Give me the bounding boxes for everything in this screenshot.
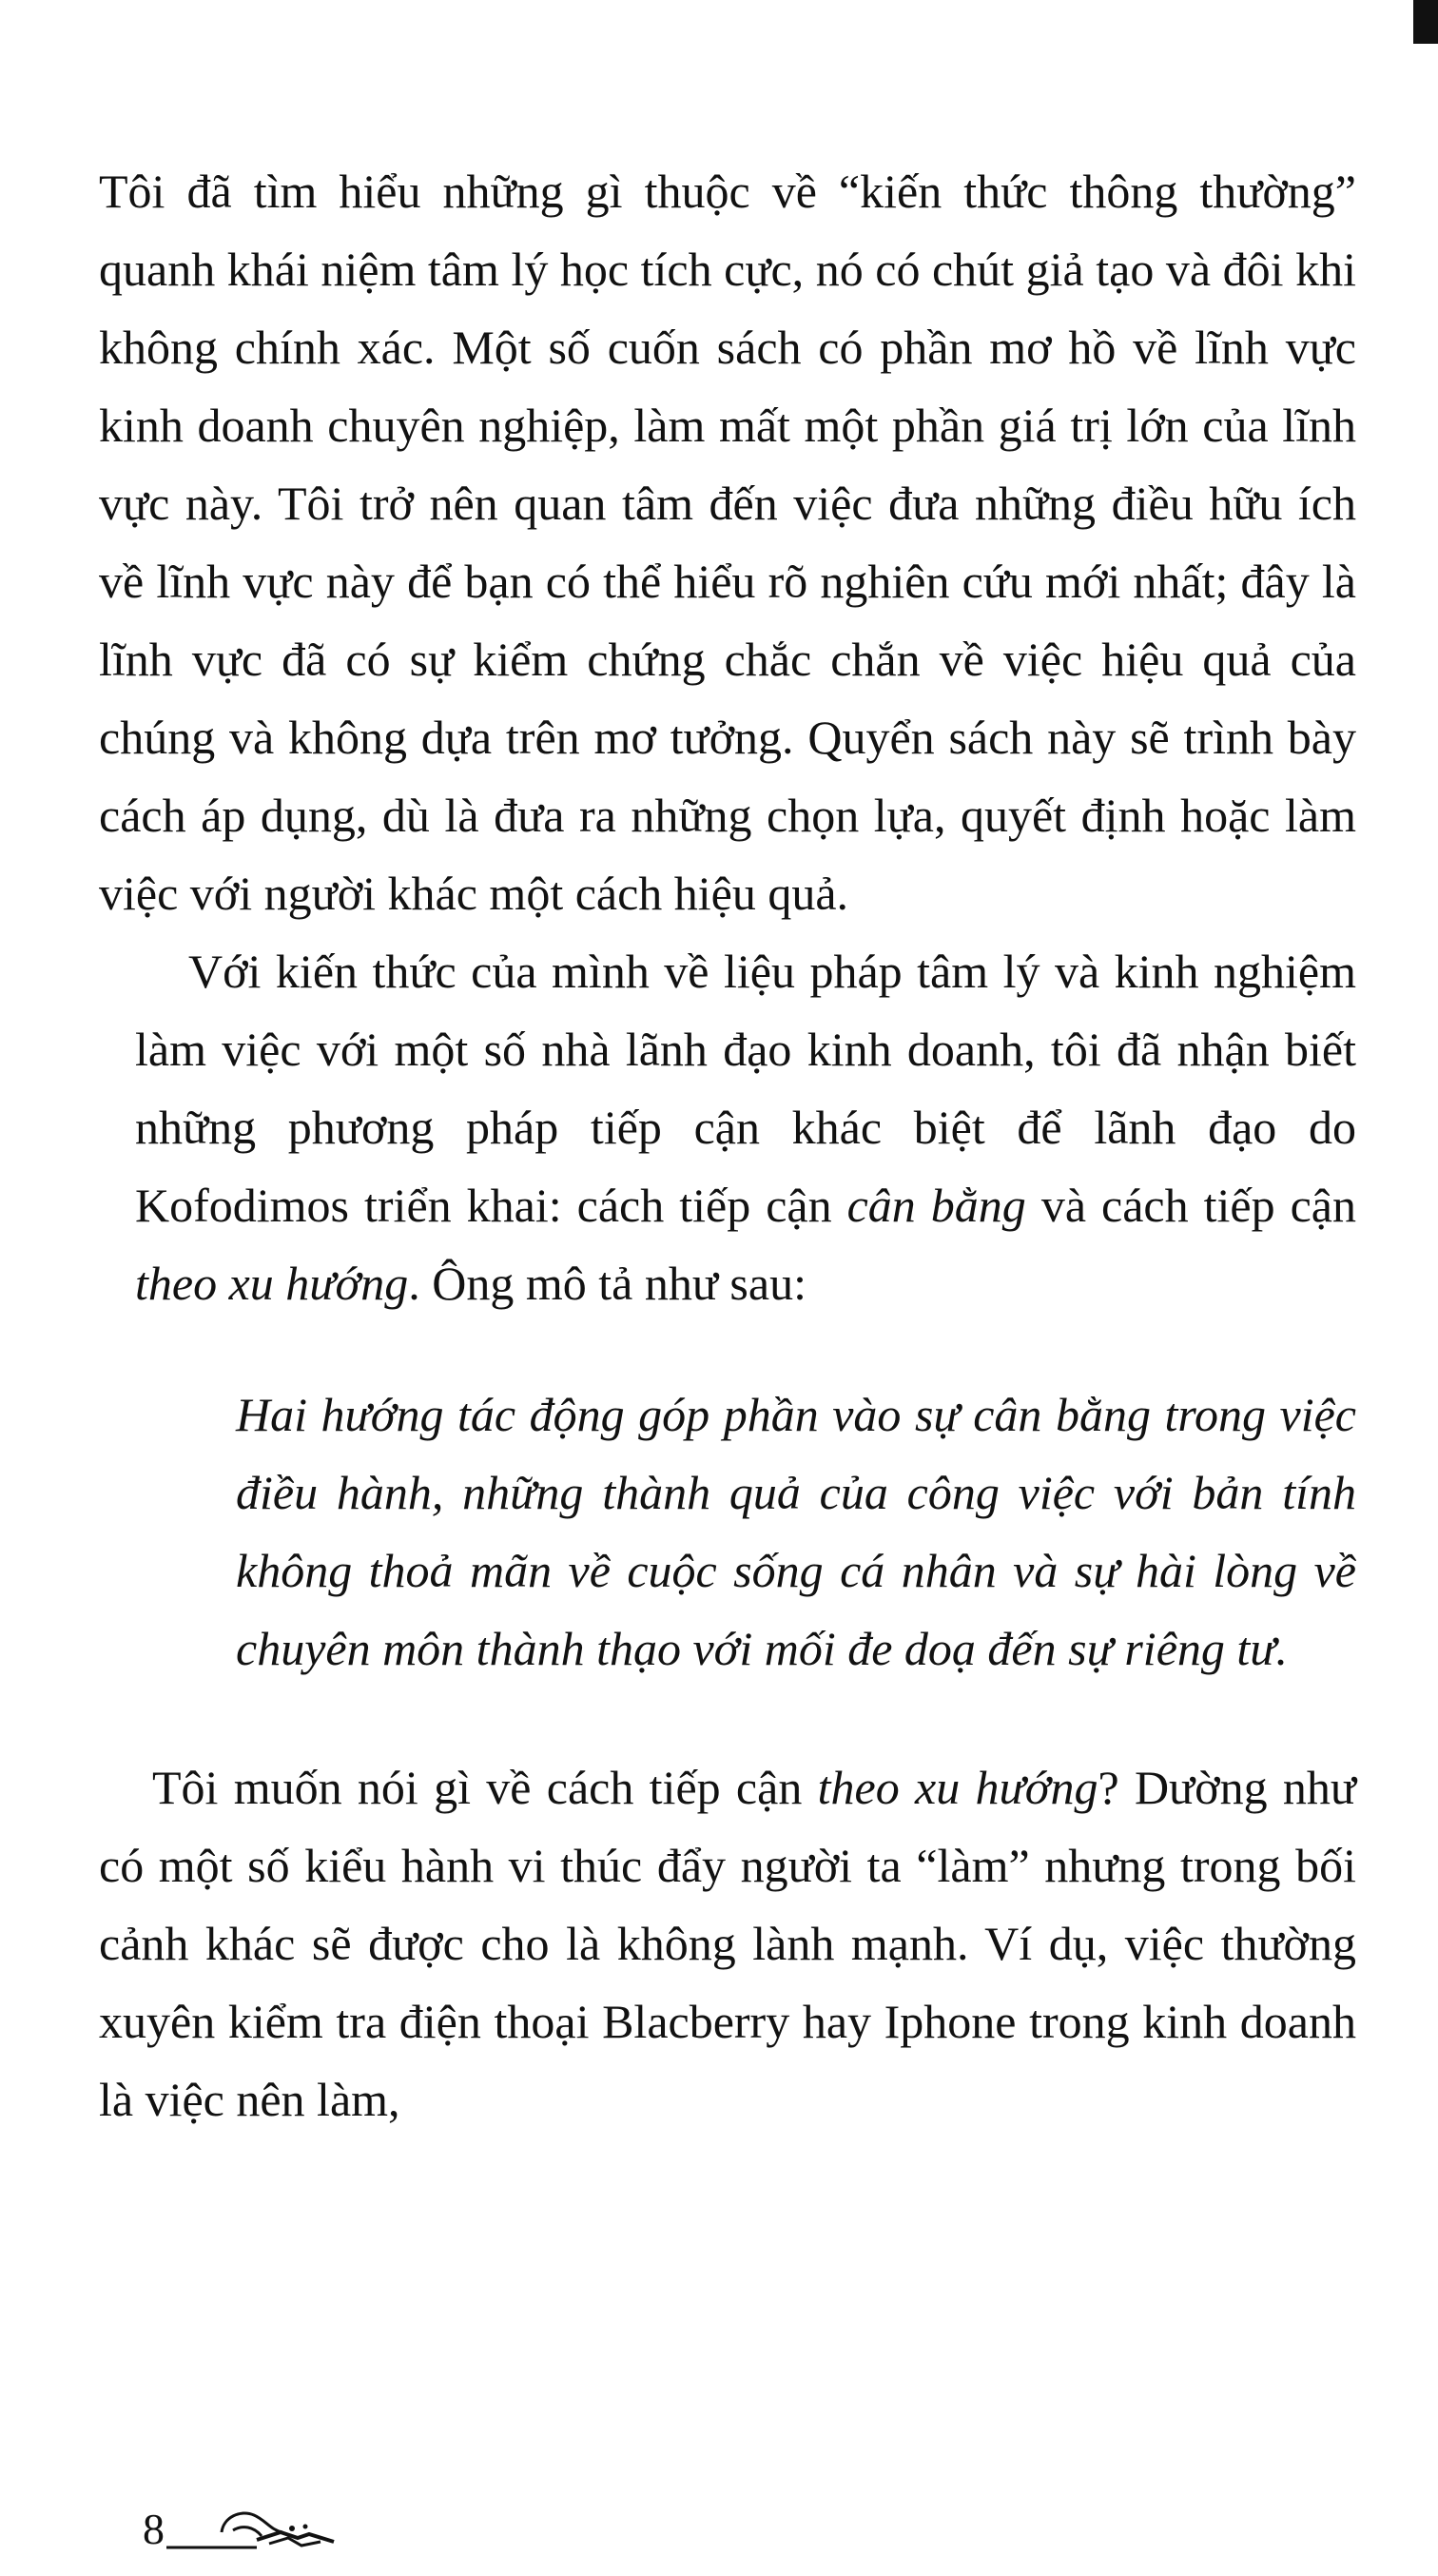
- page-corner-mark: [1413, 0, 1438, 44]
- page-body: [99, 152, 1356, 2138]
- page-number: 8: [143, 2505, 165, 2553]
- footer-ornament-icon: [166, 2504, 347, 2551]
- paragraph-2: [135, 932, 1356, 1322]
- block-quote: Hai hướng tác động góp phần vào sự cân bằng trong việc điều hành, những thành quả của công việc với bản tính không thoả mãn về cuộc sống cá nhân và sự hài lòng về chuyên môn thành thạo với mối đe doạ đến sự riêng tư.: [236, 1388, 1356, 1675]
- paragraph-3-text-b: ? Dường như có một số kiểu hành vi thúc đẩy người ta “làm” nhưng trong bối cảnh khác sẽ được cho là không lành mạnh. Ví dụ, việc thường xuyên kiểm tra điện thoại Blacberry hay Iphone trong kinh doanh là việc nên làm,: [99, 1761, 1356, 2126]
- paragraph-1: Tôi đã tìm hiểu những gì thuộc về “kiến thức thông thường” quanh khái niệm tâm lý học tích cực, nó có chút giả tạo và đôi khi không chính xác. Một số cuốn sách có phần mơ hồ về lĩnh vực kinh doanh chuyên nghiệp, làm mất một phần giá trị lớn của lĩnh vực này. Tôi trở nên quan tâm đến việc đưa những điều hữu ích về lĩnh vực này để bạn có thể hiểu rõ nghiên cứu mới nhất; đây là lĩnh vực đã có sự kiểm chứng chắc chắn về việc hiệu quả của chúng và không dựa trên mơ tưởng. Quyển sách này sẽ trình bày cách áp dụng, dù là đưa ra những chọn lựa, quyết định hoặc làm việc với người khác một cách hiệu quả.: [99, 165, 1356, 920]
- paragraph-2-text-b: và cách tiếp cận: [1025, 1179, 1356, 1232]
- paragraph-2-text-c: . Ông mô tả như sau:: [408, 1257, 806, 1310]
- paragraph-2-emphasis-balanced: cân bằng: [846, 1179, 1026, 1232]
- paragraph-3: [99, 1748, 1356, 2138]
- page-footer: [143, 2504, 347, 2551]
- paragraph-3-emphasis-trend: theo xu hướng: [817, 1761, 1098, 1814]
- paragraph-2-emphasis-trend: theo xu hướng: [135, 1257, 409, 1310]
- paragraph-2-text-a: Với kiến thức của mình về liệu pháp tâm lý và kinh nghiệm làm việc với một số nhà lãnh đạo kinh doanh, tôi đã nhận biết những phương pháp tiếp cận khác biệt để lãnh đạo do Kofodimos triển khai: cách tiếp cận: [135, 945, 1356, 1232]
- paragraph-3-text-a: Tôi muốn nói gì về cách tiếp cận: [152, 1761, 818, 1814]
